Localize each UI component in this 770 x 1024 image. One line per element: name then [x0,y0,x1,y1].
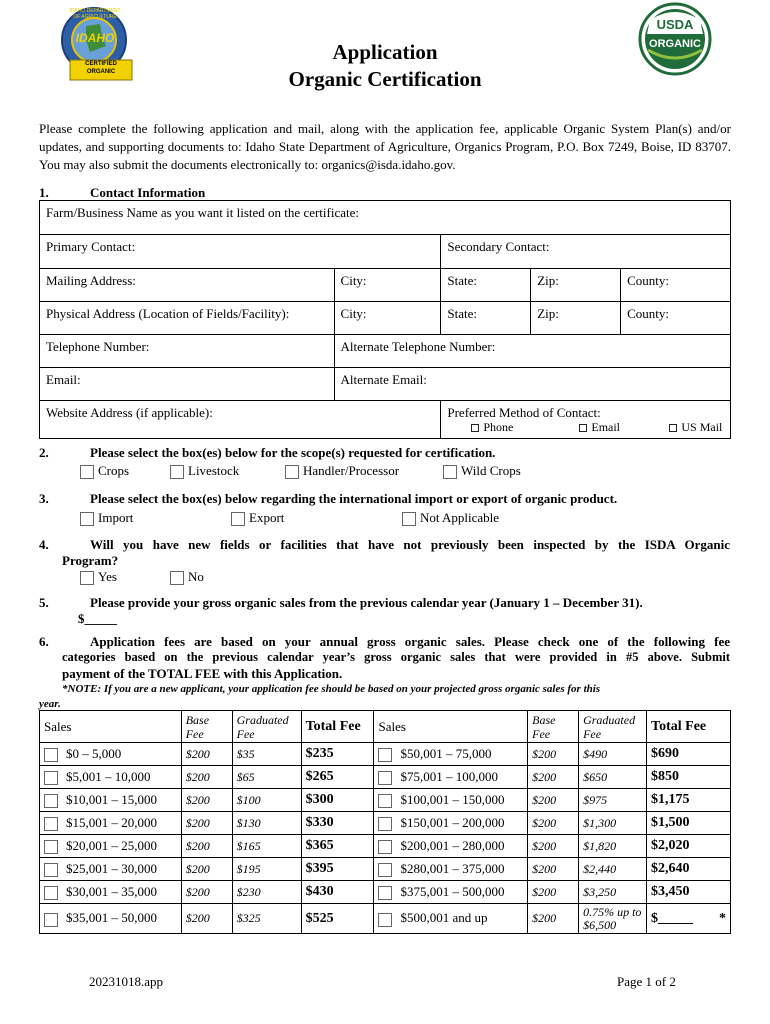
total-fee-value: $300 [305,792,334,807]
method-email-label: Email [591,420,621,434]
base-fee: $200 [528,904,579,934]
alt-telephone-field[interactable] [334,335,730,368]
base-fee: $200 [181,789,232,812]
total-fee [301,812,374,835]
sales-range: $500,001 and up [400,910,488,926]
checkbox-icon[interactable] [44,748,58,762]
checkbox-icon[interactable] [285,465,299,479]
mailing-city-field[interactable] [334,269,441,302]
trade-import[interactable] [80,510,133,526]
checkbox-icon[interactable] [80,512,94,526]
fee-option-right[interactable] [374,904,528,934]
footer-page-number: Page 1 of 2 [617,974,676,989]
state-label: State: [447,273,477,288]
base-fee: $200 [528,881,579,904]
sales-range: $5,001 – 10,000 [66,768,151,784]
total-fee [301,904,374,934]
graduated-fee: $230 [232,881,301,904]
total-fee [301,835,374,858]
mailing-address-field[interactable] [40,269,335,302]
section-6-line1: Application fees are based on your annual gross organic sales. Please check one of the following fee [90,634,730,649]
trade-not-applicable-label: Not Applicable [420,510,500,525]
checkbox-icon[interactable] [44,840,58,854]
sales-range: $280,001 – 375,000 [400,860,505,876]
physical-state-field[interactable] [441,302,531,335]
table-row [40,858,731,881]
checkbox-icon[interactable] [170,465,184,479]
total-fee-value: $2,640 [651,861,690,876]
section-6-note: *NOTE: If you are a new applicant, your application fee should be based on your projected gross organic sales for this [62,683,601,695]
physical-county-field[interactable] [621,302,731,335]
page-title-line2: Organic Certification [288,67,482,91]
email-label: Email: [46,372,81,387]
checkbox-icon[interactable] [378,913,392,927]
gross-sales-blank[interactable]: $_____ [78,611,117,626]
scope-crops[interactable] [80,463,129,479]
base-fee: $200 [528,789,579,812]
county-label: County: [627,306,669,321]
base-fee: $200 [181,881,232,904]
method-phone[interactable] [471,420,513,435]
graduated-fee: $650 [579,766,647,789]
physical-city-field[interactable] [334,302,441,335]
checkbox-icon[interactable] [44,771,58,785]
checkbox-icon[interactable] [378,794,392,808]
graduated-fee: $130 [232,812,301,835]
graduated-fee: $35 [232,743,301,766]
header-sales: Sales [40,711,182,743]
header-graduated-fee: Graduated Fee [232,711,301,743]
primary-contact-label: Primary Contact: [46,239,136,254]
sales-range: $50,001 – 75,000 [400,745,492,761]
mailing-zip-field[interactable] [531,269,621,302]
total-fee [647,766,731,789]
total-fee [301,881,374,904]
checkbox-icon[interactable] [378,863,392,877]
scope-wild-crops[interactable] [443,463,521,479]
total-fee-value: $525 [305,910,334,926]
total-fee [301,858,374,881]
logo-idaho-text: IDAHO [75,31,115,45]
scope-crops-label: Crops [98,463,130,478]
checkbox-icon[interactable] [80,465,94,479]
sales-range: $25,001 – 30,000 [66,860,157,876]
checkbox-icon[interactable] [44,817,58,831]
method-us-mail[interactable] [669,420,722,435]
graduated-fee: $195 [232,858,301,881]
total-fee-value: $3,450 [651,884,690,899]
trade-export[interactable] [231,510,284,526]
header-base-fee: Base Fee [528,711,579,743]
fee-option-right[interactable] [374,812,528,835]
fee-option-left[interactable] [40,812,182,835]
graduated-fee: $490 [579,743,647,766]
sales-range: $10,001 – 15,000 [66,791,157,807]
section-4-question: Will you have new fields or facilities that have not previously been inspected by the ISDA Organic [90,537,730,552]
base-fee: $200 [181,743,232,766]
scope-handler-label: Handler/Processor [303,463,400,478]
fee-option-right[interactable] [374,766,528,789]
checkbox-icon[interactable] [170,571,184,585]
footer-code: 20231018.app [89,974,164,989]
fee-table [39,710,731,934]
sales-range: $100,001 – 150,000 [400,791,505,807]
section-6-note-line2: year. [39,698,61,710]
table-row [40,789,731,812]
new-fields-no[interactable] [170,569,204,585]
total-fee-value: $265 [305,769,334,784]
graduated-fee: $1,820 [579,835,647,858]
logo-banner-line1: CERTIFIED [85,61,117,67]
contact-table [39,200,731,439]
graduated-fee: $165 [232,835,301,858]
base-fee: $200 [181,766,232,789]
table-row [40,881,731,904]
total-fee-value[interactable]: $_____ [651,910,694,926]
organic-text: ORGANIC [649,38,701,50]
section-3-number: 3. [39,491,49,506]
farm-name-field[interactable] [40,201,731,235]
section-5-question: Please provide your gross organic sales from the previous calendar year (January 1 – December 31). [90,595,643,610]
sales-range: $0 – 5,000 [66,745,122,761]
base-fee: $200 [528,835,579,858]
section-4-question-line2: Program? [62,553,119,568]
fee-option-left[interactable] [40,858,182,881]
preferred-contact-field [441,401,731,439]
table-row [40,743,731,766]
base-fee: $200 [528,766,579,789]
new-fields-yes[interactable] [80,569,117,585]
fee-option-left[interactable] [40,743,182,766]
table-row [40,835,731,858]
graduated-fee: $100 [232,789,301,812]
checkbox-icon[interactable] [443,465,457,479]
checkbox-icon[interactable] [231,512,245,526]
base-fee: $200 [181,858,232,881]
alt-email-field[interactable] [334,368,730,401]
graduated-fee: $2,440 [579,858,647,881]
section-1-number: 1. [39,185,49,200]
sales-range: $375,001 – 500,000 [400,883,505,899]
fee-option-left[interactable] [40,766,182,789]
header-total-fee: Total Fee [301,711,374,743]
base-fee: $200 [528,812,579,835]
graduated-fee: $1,300 [579,812,647,835]
base-fee: $200 [181,835,232,858]
total-fee-value: $1,500 [651,815,690,830]
usda-text: USDA [656,17,694,32]
trade-export-label: Export [249,510,285,525]
total-fee [647,904,731,934]
trade-not-applicable[interactable] [402,510,499,526]
state-label: State: [447,306,477,321]
secondary-contact-field[interactable] [441,235,731,269]
checkbox-icon[interactable] [44,794,58,808]
zip-label: Zip: [537,273,559,288]
header-base-fee: Base Fee [181,711,232,743]
email-field[interactable] [40,368,335,401]
scope-wild-crops-label: Wild Crops [461,463,521,478]
base-fee: $200 [181,812,232,835]
table-row [40,904,731,934]
graduated-fee: $975 [579,789,647,812]
total-fee [301,743,374,766]
sales-range: $20,001 – 25,000 [66,837,157,853]
physical-zip-field[interactable] [531,302,621,335]
scope-livestock[interactable] [170,463,239,479]
total-fee [647,743,731,766]
graduated-fee: 0.75% up to $6,500 [579,904,647,934]
total-fee [301,789,374,812]
base-fee: $200 [528,858,579,881]
farm-name-label: Farm/Business Name as you want it listed on the certificate: [46,205,360,220]
section-2-number: 2. [39,445,49,460]
fee-option-left[interactable] [40,904,182,934]
total-fee [301,766,374,789]
new-fields-no-label: No [188,569,204,584]
preferred-contact-label: Preferred Method of Contact: [447,405,601,420]
scope-livestock-label: Livestock [188,463,240,478]
total-fee-value: $235 [305,746,334,761]
fee-option-right[interactable] [374,858,528,881]
sales-range: $200,001 – 280,000 [400,837,505,853]
total-fee-value: $395 [305,861,334,876]
checkbox-icon[interactable] [378,886,392,900]
page-title-line1: Application [332,40,438,64]
fee-option-right[interactable] [374,881,528,904]
fee-option-right[interactable] [374,835,528,858]
total-fee [647,881,731,904]
total-fee-value: $430 [305,884,334,899]
website-label: Website Address (if applicable): [46,405,213,420]
mailing-address-label: Mailing Address: [46,273,136,288]
section-2-question: Please select the box(es) below for the scope(s) requested for certification. [90,445,496,460]
zip-label: Zip: [537,306,559,321]
physical-address-label: Physical Address (Location of Fields/Facility): [46,306,290,321]
base-fee: $200 [181,904,232,934]
method-phone-label: Phone [483,420,514,434]
checkbox-icon[interactable] [471,424,479,432]
section-3-question: Please select the box(es) below regarding the international import or export of organic product. [90,491,618,506]
total-fee [647,789,731,812]
logo-ring-text: IDAHO DEPARTMENT OF AGRICULTURE [69,8,121,20]
graduated-fee: $325 [232,904,301,934]
total-fee-value: $365 [305,838,334,853]
new-fields-yes-label: Yes [98,569,117,584]
mailing-state-field[interactable] [441,269,531,302]
mailing-county-field[interactable] [621,269,731,302]
secondary-contact-label: Secondary Contact: [447,239,550,254]
fee-option-left[interactable] [40,835,182,858]
graduated-fee: $65 [232,766,301,789]
checkbox-icon[interactable] [378,817,392,831]
checkbox-icon[interactable] [44,913,58,927]
alt-telephone-label: Alternate Telephone Number: [340,339,496,354]
sales-range: $15,001 – 20,000 [66,814,157,830]
fee-option-left[interactable] [40,881,182,904]
fee-option-right[interactable] [374,743,528,766]
city-label: City: [340,273,367,288]
trade-import-label: Import [98,510,134,525]
method-us-mail-label: US Mail [681,420,723,434]
header-sales: Sales [374,711,528,743]
base-fee: $200 [528,743,579,766]
website-field[interactable] [40,401,441,439]
asterisk-mark: * [719,910,726,926]
checkbox-icon[interactable] [44,886,58,900]
checkbox-icon[interactable] [378,748,392,762]
fee-option-right[interactable] [374,789,528,812]
total-fee-value: $330 [305,815,334,830]
county-label: County: [627,273,669,288]
total-fee [647,812,731,835]
section-6-line3: payment of the TOTAL FEE with this Application. [62,666,343,681]
alt-email-label: Alternate Email: [340,372,427,387]
logo-banner-line2: ORGANIC [86,69,116,75]
intro-paragraph: Please complete the following application and mail, along with the application fee, applicable Organic System Plan(s) and/or updates, and supporting documents to: Idaho State Department of Agriculture, Organics Program, P.O. Box 7249, Boise, ID 83707. You may also submit the documents electronically to: organics@isda.idaho.gov. [39,121,731,172]
section-4-number: 4. [39,537,49,552]
graduated-fee: $3,250 [579,881,647,904]
total-fee-value: $690 [651,746,680,761]
header-graduated-fee: Graduated Fee [579,711,647,743]
checkbox-icon[interactable] [80,571,94,585]
total-fee-value: $2,020 [651,838,690,853]
checkbox-icon[interactable] [378,840,392,854]
sales-range: $75,001 – 100,000 [400,768,498,784]
telephone-field[interactable] [40,335,335,368]
sales-range: $30,001 – 35,000 [66,883,157,899]
physical-address-field[interactable] [40,302,335,335]
method-email[interactable] [579,420,620,435]
fee-option-left[interactable] [40,789,182,812]
section-5-number: 5. [39,595,49,610]
checkbox-icon[interactable] [378,771,392,785]
sales-range: $35,001 – 50,000 [66,910,157,926]
checkbox-icon[interactable] [44,863,58,877]
checkbox-icon[interactable] [402,512,416,526]
telephone-label: Telephone Number: [46,339,150,354]
checkbox-icon[interactable] [669,424,677,432]
total-fee [647,858,731,881]
scope-handler[interactable] [285,463,399,479]
section-6-line2: categories based on the previous calendar year’s gross organic sales that were provided in #5 above. Submit [62,650,730,664]
sales-range: $150,001 – 200,000 [400,814,505,830]
total-fee [647,835,731,858]
checkbox-icon[interactable] [579,424,587,432]
table-row [40,766,731,789]
primary-contact-field[interactable] [40,235,441,269]
section-6-number: 6. [39,634,49,649]
total-fee-value: $850 [651,769,680,784]
table-row [40,812,731,835]
header-total-fee: Total Fee [647,711,731,743]
city-label: City: [340,306,367,321]
total-fee-value: $1,175 [651,792,690,807]
section-1-title: Contact Information [90,185,206,200]
